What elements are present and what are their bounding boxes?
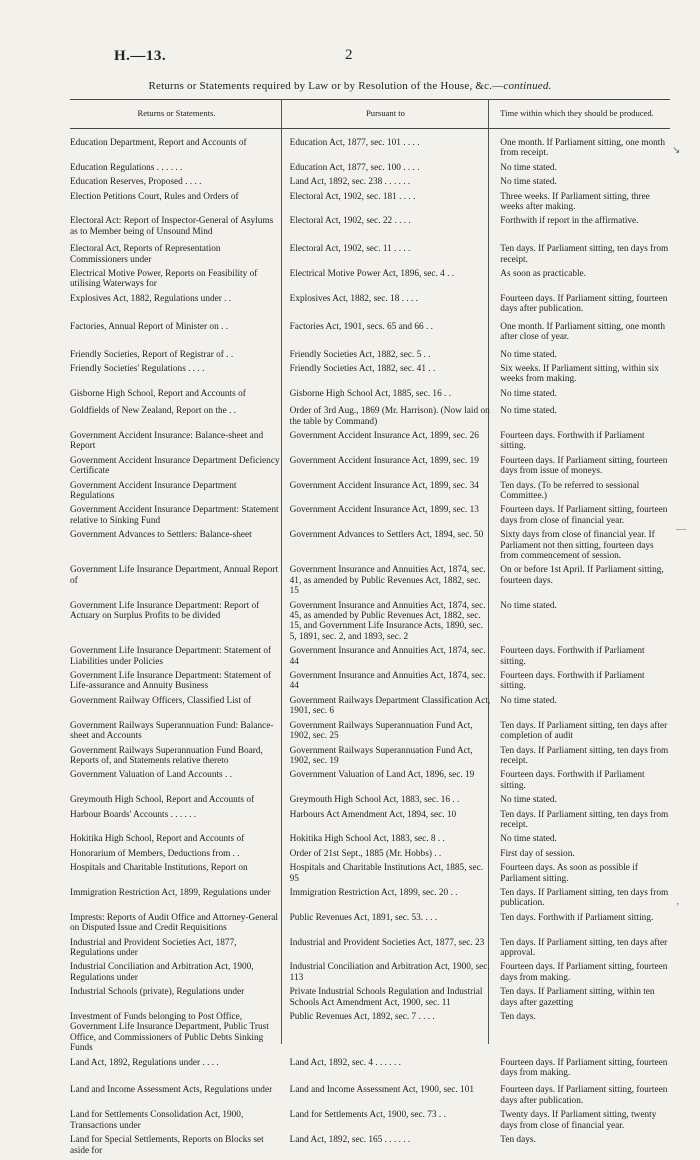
table-row [70,192,670,213]
table-row [70,721,670,742]
header-bottom-rule [70,128,670,129]
row-pursuant: Land and Income Assessment Act, 1900, sec. 101 [289,1085,474,1096]
row-pursuant: Private Industrial Schools Regulation and Industrial Schools Act Amendment Act, 1900, sec. 11 [289,987,483,1008]
table-row [70,431,670,452]
table-row [70,1085,670,1106]
row-pursuant: Education Act, 1877, sec. 100 . . . . [289,162,420,173]
row-time: One month. If Parliament sitting, one month from receipt. [500,138,666,159]
table-row [70,938,670,959]
row-pursuant: Gisborne High School Act, 1885, sec. 16 . . [289,388,452,399]
row-pursuant: Hospitals and Charitable Institutions Act, 1885, sec. 95 [289,863,484,884]
row-pursuant: Public Revenues Act, 1891, sec. 53. . . . [289,912,438,923]
row-time: No time stated. [500,600,557,611]
row-time: Fourteen days. Forthwith if Parliament sitting. [500,430,645,452]
table-row [70,269,670,290]
row-return: Education Regulations . . . . . . [70,162,183,173]
row-return: Imprests: Reports of Audit Office and Attorney-General on Disputed Issue and Credit Requisitions [70,912,278,934]
margin-mark: — [676,524,686,535]
row-time: Ten days. If Parliament sitting, ten days from receipt. [500,745,669,766]
table-row [70,216,670,237]
row-return: Government Life Insurance Department, Annual Report of [70,565,279,586]
row-pursuant: Government Accident Insurance Act, 1899, sec. 26 [289,430,479,441]
row-return: Land Act, 1892, Regulations under . . . . [70,1057,219,1068]
row-return: Government Valuation of Land Accounts . . [70,770,232,781]
row-return: Electoral Act, Reports of Representation Commissioners under [70,244,221,265]
row-return: Gisborne High School, Report and Accounts of [70,388,246,399]
table-row [70,530,670,561]
row-time: Sixty days from close of financial year. If Parliament not then sitting, fourteen days from commencement of session. [500,530,655,561]
row-time: Ten days. (To be referred to sessional Committee.) [500,480,640,501]
row-time: Ten days. If Parliament sitting, ten days from publication. [500,887,669,909]
row-pursuant: Electoral Act, 1902, sec. 11 . . . . [289,244,411,255]
table-row [70,746,670,767]
row-time: Forthwith if report in the affirmative. [500,216,639,227]
row-pursuant: Order of 3rd Aug., 1869 (Mr. Harrison). (Now laid on the table by Command) [289,406,490,427]
row-time: No time stated. [500,388,557,399]
row-time: Ten days. If Parliament sitting, ten days after approval. [500,937,668,958]
row-time: Ten days. Forthwith if Parliament sitting. [500,912,654,923]
row-pursuant: Government Advances to Settlers Act, 1894, sec. 50 [289,530,484,541]
table-row [70,406,670,427]
row-return: Greymouth High School, Report and Accounts of [70,795,255,806]
row-time: Twenty days. If Parliament sitting, twenty days from close of financial year. [500,1110,657,1131]
table-row [70,138,670,159]
row-return: Industrial and Provident Societies Act, 1877, Regulations under [70,937,237,958]
table-row [70,389,670,399]
row-time: As soon as practicable. [500,269,587,280]
row-time: Fourteen days. Forthwith if Parliament sitting. [500,671,645,692]
row-return: Land and Income Assessment Acts, Regulations under [70,1085,273,1096]
row-time: Fourteen days. If Parliament sitting, fourteen days after publication. [500,1085,668,1106]
table-row [70,770,670,791]
row-pursuant: Order of 21st Sept., 1885 (Mr. Hobbs) . . [289,848,442,859]
table-title [0,80,700,92]
row-return: Land for Special Settlements, Reports on Blocks set aside for [70,1135,264,1156]
row-time: Ten days. If Parliament sitting, ten days from receipt. [500,809,669,830]
row-time: No time stated. [500,834,557,845]
row-return: Government Railways Superannuation Fund Board, Reports of, and Statements relative thereto [70,745,263,766]
row-pursuant: Government Insurance and Annuities Act, 1874, sec. 41, as amended by Public Revenues Act, 1882, sec. 15 [289,565,486,597]
row-return: Government Accident Insurance Department Regulations [70,480,237,501]
row-pursuant: Government Insurance and Annuities Act, 1874, sec. 44 [289,646,486,667]
row-time: No time stated. [500,177,557,188]
row-return: Election Petitions Court, Rules and Orders of [70,191,239,202]
row-pursuant: Government Accident Insurance Act, 1899, sec. 34 [289,480,479,491]
table-row [70,565,670,596]
row-return: Industrial Conciliation and Arbitration Act, 1900, Regulations under [70,962,254,983]
row-pursuant: Hokitika High School Act, 1883, sec. 8 . . [289,834,445,845]
row-return: Government Accident Insurance Department: Statement relative to Sinking Fund [70,505,279,526]
table-row [70,671,670,692]
row-pursuant: Friendly Societies Act, 1882, sec. 41 . . [289,363,436,374]
table-row [70,834,670,844]
row-return: Education Department, Report and Accounts of [70,138,247,148]
row-return: Education Reserves, Proposed . . . . [70,177,202,188]
row-return: Explosives Act, 1882, Regulations under . . [70,293,232,304]
margin-mark: ’ [676,902,680,913]
row-return: Government Railways Superannuation Fund: Balance-sheet and Accounts [70,720,274,742]
statements-table [70,138,670,1160]
row-pursuant: Government Railways Superannuation Fund Act, 1902, sec. 25 [289,720,473,742]
table-row [70,810,670,831]
row-return: Friendly Societies' Regulations . . . . [70,363,205,374]
row-time: Fourteen days. If Parliament sitting, fourteen days from making. [500,1057,668,1079]
table-row [70,244,670,265]
table-row [70,888,670,909]
row-return: Government Accident Insurance: Balance-sheet and Report [70,430,264,452]
table-row [70,177,670,187]
table-row [70,350,670,360]
row-return: Government Accident Insurance Department Deficiency Certificate [70,455,280,477]
row-pursuant: Government Insurance and Annuities Act, 1874, sec. 44 [289,671,486,692]
table-row [70,322,670,343]
table-row [70,364,670,385]
row-pursuant: Public Revenues Act, 1892, sec. 7 . . . . [289,1012,435,1023]
row-time: Ten days. [500,1012,536,1023]
column-header-time: Time within which they should be produced. [500,108,654,119]
row-return: Land for Settlements Consolidation Act, 1900, Transactions under [70,1110,244,1131]
row-return: Government Life Insurance Department: Report of Actuary on Surplus Profits to be divided [70,600,260,622]
table-row [70,913,670,934]
table-row [70,294,670,315]
row-time: Fourteen days. If Parliament sitting, fourteen days after publication. [500,293,668,315]
row-pursuant: Electoral Act, 1902, sec. 181 . . . . [289,191,416,202]
table-row [70,456,670,477]
table-row [70,795,670,805]
row-time: Three weeks. If Parliament sitting, three weeks after making. [500,191,650,213]
table-top-rule [70,99,670,100]
row-pursuant: Friendly Societies Act, 1882, sec. 5 . . [289,349,431,360]
row-return: Government Railway Officers, Classified List of [70,695,252,706]
row-time: Ten days. If Parliament sitting, ten days from receipt. [500,244,669,265]
row-time: Fourteen days. As soon as possible if Parliament sitting. [500,863,638,884]
row-pursuant: Land Act, 1892, sec. 238 . . . . . . [289,177,411,188]
row-time: Fourteen days. If Parliament sitting, fourteen days from close of financial year. [500,505,668,526]
row-pursuant: Immigration Restriction Act, 1899, sec. 20 . . [289,887,458,898]
row-return: Government Life Insurance Department: Statement of Life-assurance and Annuity Business [70,671,272,692]
row-pursuant: Industrial Conciliation and Arbitration Act, 1900, sec. 113 [289,962,490,983]
row-time: Ten days. [500,1135,536,1146]
table-row [70,1110,670,1131]
row-pursuant: Government Insurance and Annuities Act, 1874, sec. 45, as amended by Public Revenues Act, 1882, sec. 15, and Government Life Insurance Acts, 1890, sec. 5, 1891, sec. 2, and 1893, sec. 2 [289,600,486,642]
row-pursuant: Government Railways Superannuation Fund Act, 1902, sec. 19 [289,745,473,766]
table-title-continued: continued. [503,80,552,92]
table-row [70,163,670,173]
row-return: Immigration Restriction Act, 1899, Regulations under [70,887,271,898]
row-return: Hokitika High School, Report and Accounts of [70,834,245,845]
row-time: Fourteen days. If Parliament sitting, fourteen days from issue of moneys. [500,455,668,477]
row-return: Factories, Annual Report of Minister on . . [70,321,229,332]
row-time: No time stated. [500,162,557,173]
row-time: Ten days. If Parliament sitting, within ten days after gazetting [500,987,655,1008]
row-time: Fourteen days. Forthwith if Parliament sitting. [500,646,645,667]
row-time: Ten days. If Parliament sitting, ten days after completion of audit [500,720,668,742]
row-return: Electrical Motive Power, Reports on Feasibility of utilising Waterways for [70,269,258,290]
table-row [70,1012,670,1054]
row-time: No time stated. [500,349,557,360]
row-time: Six weeks. If Parliament sitting, within six weeks from making. [500,363,659,385]
table-row [70,696,670,717]
table-row [70,646,670,667]
row-return: Hospitals and Charitable Institutions, Report on [70,863,248,874]
row-pursuant: Factories Act, 1901, secs. 65 and 66 . . [289,321,433,332]
table-row [70,481,670,502]
row-pursuant: Land Act, 1892, sec. 4 . . . . . . [289,1057,401,1068]
table-title-main: Returns or Statements required by Law or by Resolution of the House, &c.— [148,80,504,92]
row-time: Fourteen days. Forthwith if Parliament sitting. [500,770,645,791]
row-time: No time stated. [500,695,557,706]
row-return: Friendly Societies, Report of Registrar of . . [70,349,234,360]
table-row [70,1135,670,1156]
table-row [70,849,670,859]
row-pursuant: Harbours Act Amendment Act, 1894, sec. 10 [289,809,457,820]
row-time: Fourteen days. If Parliament sitting, fourteen days from making. [500,962,668,983]
row-pursuant: Government Valuation of Land Act, 1896, sec. 19 [289,770,475,781]
row-return: Investment of Funds belonging to Post Office, Government Life Insurance Department, Public Trust Office, and Commissioners of Public Debts Sinking Funds [70,1012,269,1054]
row-pursuant: Electrical Motive Power Act, 1896, sec. 4 . . [289,269,455,280]
column-header-pursuant: Pursuant to [366,108,405,119]
row-pursuant: Land for Settlements Act, 1900, sec. 73 . . [289,1110,446,1121]
table-row [70,962,670,983]
row-time: No time stated. [500,406,557,417]
row-pursuant: Government Accident Insurance Act, 1899, sec. 13 [289,505,479,516]
row-time: First day of session. [500,848,575,859]
row-pursuant: Education Act, 1877, sec. 101 . . . . [289,138,420,148]
table-row [70,987,670,1008]
document-code: H.—13. [114,48,167,64]
row-return: Government Life Insurance Department: Statement of Liabilities under Policies [70,646,272,667]
row-time: One month. If Parliament sitting, one month after close of year. [500,321,666,343]
row-return: Honorarium of Members, Deductions from . . [70,848,240,859]
margin-mark: ↘ [672,145,681,156]
row-pursuant: Government Accident Insurance Act, 1899, sec. 19 [289,455,479,466]
row-pursuant: Explosives Act, 1882, sec. 18 . . . . [289,293,418,304]
row-time: On or before 1st April. If Parliament sitting, fourteen days. [500,565,664,586]
row-return: Harbour Boards' Accounts . . . . . . [70,809,197,820]
row-return: Industrial Schools (private), Regulations under [70,987,245,998]
row-pursuant: Industrial and Provident Societies Act, 1877, sec. 23 [289,937,485,948]
table-row [70,505,670,526]
row-time: No time stated. [500,795,557,806]
table-row [70,863,670,884]
row-pursuant: Electoral Act, 1902, sec. 22 . . . . [289,216,411,227]
column-header-returns: Returns or Statements. [137,108,216,119]
row-return: Electoral Act: Report of Inspector-General of Asylums as to Member being of Unsound Mind [70,216,274,237]
row-pursuant: Government Railways Department Classification Act, 1901, sec. 6 [289,695,491,717]
row-pursuant: Greymouth High School Act, 1883, sec. 16 . . [289,795,460,806]
row-return: Goldfields of New Zealand, Report on the . . [70,406,237,417]
row-return: Government Advances to Settlers: Balance-sheet [70,530,252,541]
page-number: 2 [345,47,353,63]
row-pursuant: Land Act, 1892, sec. 165 . . . . . . [289,1135,411,1146]
table-row [70,601,670,643]
